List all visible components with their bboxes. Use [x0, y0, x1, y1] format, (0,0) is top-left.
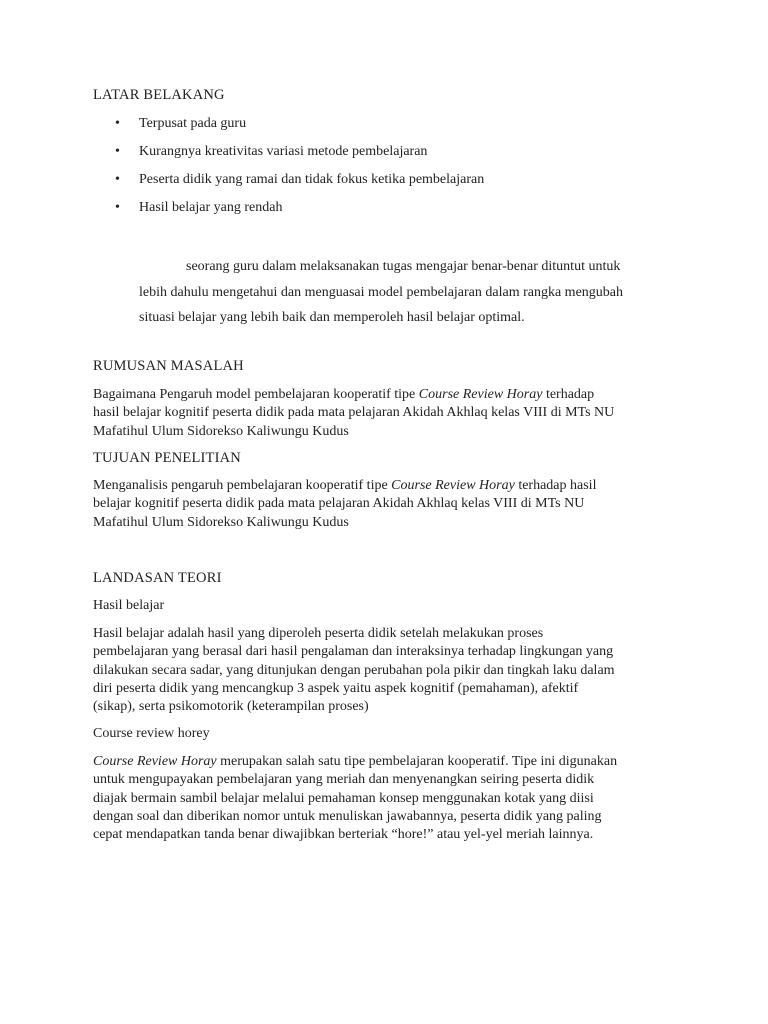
bullet-icon: •	[115, 200, 120, 215]
paragraph-line: cepat mendapatkan tanda benar diwajibkan berteriak “hore!” atau yel-yel meriah lainnya.	[93, 827, 594, 843]
bullet-text: Peserta didik yang ramai dan tidak fokus ketika pembelajaran	[139, 172, 485, 187]
paragraph-line: hasil belajar kognitif peserta didik pada mata pelajaran Akidah Akhlaq kelas VIII di MTs NU	[93, 405, 615, 421]
bullet-icon: •	[115, 172, 120, 187]
paragraph-line: diajak bermain sambil belajar melalui pemahaman konsep menggunakan kotak yang diisi	[93, 790, 594, 806]
latar-belakang-bullet-list	[115, 115, 484, 227]
paragraph-line: (sikap), serta psikomotorik (keterampilan proses)	[93, 699, 369, 715]
bullet-icon: •	[115, 144, 120, 159]
paragraph-line: dengan soal dan diberikan nomor untuk menuliskan jawabannya, peserta didik yang paling	[93, 808, 602, 824]
paragraph-line: pembelajaran yang berasal dari hasil pengalaman dan interaksinya terhadap lingkungan yang	[93, 644, 614, 660]
list-item	[115, 115, 484, 143]
paragraph-line: lebih dahulu mengetahui dan menguasai model pembelajaran dalam rangka mengubah	[139, 284, 623, 300]
list-item	[115, 171, 484, 199]
paragraph-line: seorang guru dalam melaksanakan tugas mengajar benar-benar dituntut untuk	[186, 259, 621, 274]
text-run: merupakan salah satu tipe pembelajaran kooperatif. Tipe ini digunakan	[216, 754, 618, 769]
text-run: terhadap	[542, 387, 595, 402]
italic-term: Course Review Horay	[418, 387, 543, 402]
paragraph-line	[93, 386, 678, 404]
tujuan-penelitian-paragraph	[93, 477, 678, 532]
bullet-text: Hasil belajar yang rendah	[139, 200, 283, 215]
paragraph-line: Hasil belajar adalah hasil yang diperoleh peserta didik setelah melakukan proses	[93, 626, 544, 641]
text-run: Menganalisis pengaruh pembelajaran kooperatif tipe	[93, 478, 392, 493]
list-item	[115, 143, 484, 171]
course-review-horey-subheading: Course review horey	[93, 726, 210, 741]
bullet-text: Kurangnya kreativitas variasi metode pembelajaran	[139, 144, 428, 159]
list-item	[115, 199, 484, 227]
hasil-belajar-paragraph	[93, 625, 678, 716]
text-run: terhadap hasil	[514, 478, 597, 493]
italic-term: Course Review Horay	[391, 478, 515, 493]
italic-term: Course Review Horay	[93, 754, 217, 769]
paragraph-line: situasi belajar yang lebih baik dan memperoleh hasil belajar optimal.	[139, 310, 525, 325]
paragraph-line	[93, 753, 678, 771]
paragraph-line: dilakukan secara sadar, yang ditunjukan dengan perubahan pola pikir dan tingkah laku dalam	[93, 662, 615, 678]
latar-belakang-heading: LATAR BELAKANG	[93, 87, 225, 103]
bullet-icon: •	[115, 116, 120, 131]
hasil-belajar-subheading: Hasil belajar	[93, 598, 165, 613]
bullet-text: Terpusat pada guru	[139, 116, 247, 131]
paragraph-line: Mafatihul Ulum Sidorekso Kaliwungu Kudus	[93, 514, 349, 530]
landasan-teori-heading: LANDASAN TEORI	[93, 570, 222, 586]
rumusan-masalah-paragraph	[93, 386, 678, 441]
paragraph-line: Mafatihul Ulum Sidorekso Kaliwungu Kudus	[93, 423, 349, 439]
paragraph-line: untuk mengupayakan pembelajaran yang meriah dan menyenangkan seiring peserta didik	[93, 772, 595, 788]
paragraph-line: diri peserta didik yang mencangkup 3 aspek yaitu aspek kognitif (pemahaman), afektif	[93, 680, 579, 696]
tujuan-penelitian-heading: TUJUAN PENELITIAN	[93, 450, 241, 466]
rumusan-masalah-heading: RUMUSAN MASALAH	[93, 358, 244, 374]
text-run: Bagaimana Pengaruh model pembelajaran kooperatif tipe	[93, 387, 419, 402]
course-review-horay-paragraph	[93, 753, 678, 844]
latar-belakang-paragraph	[139, 254, 679, 331]
paragraph-line	[93, 477, 678, 495]
paragraph-line: belajar kognitif peserta didik pada mata pelajaran Akidah Akhlaq kelas VIII di MTs NU	[93, 496, 585, 512]
